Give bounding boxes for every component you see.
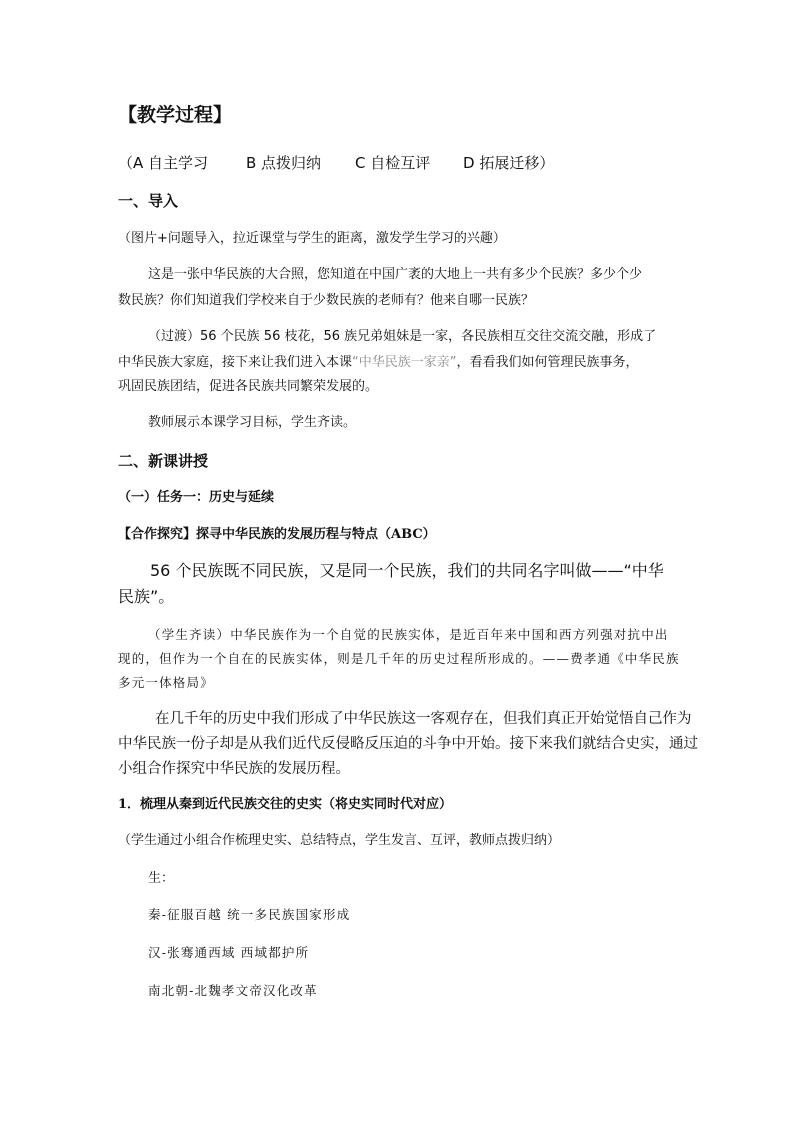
intro-paragraph-line-2: 数民族？你们知道我们学校来自于少数民族的老师有？他来自哪一民族？ bbox=[118, 293, 535, 308]
section-1-title: 一、导入 bbox=[118, 192, 179, 210]
item-1-title: 1．梳理从秦到近代民族交往的史实（将史实同时代对应） bbox=[118, 797, 453, 812]
history-paragraph-line-3: 小组合作探究中华民族的发展历程。 bbox=[118, 761, 350, 777]
fact-qin: 秦-征服百越 统一多民族国家形成 bbox=[148, 907, 351, 922]
task-1-title: （一）任务一：历史与延续 bbox=[118, 490, 275, 505]
nation-paragraph-line-1: 56 个民族既不同民族，又是同一个民族，我们的共同名字叫做——“中华 bbox=[150, 561, 664, 580]
mode-b: B 点拨归纳 bbox=[246, 154, 322, 172]
objectives-paragraph: 教师展示本课学习目标，学生齐读。 bbox=[148, 415, 357, 430]
mode-c: C 自检互评 bbox=[355, 154, 431, 172]
history-paragraph-line-2: 中华民族一份子却是从我们近代反侵略反压迫的斗争中开始。接下来我们就结合史实，通过 bbox=[118, 736, 698, 752]
history-paragraph-line-1: 在几千年的历史中我们形成了中华民族这一客观存在，但我们真正开始觉悟自己作为 bbox=[155, 711, 692, 727]
section-2-title: 二、新课讲授 bbox=[118, 452, 209, 470]
fact-han: 汉-张骞通西域 西域都护所 bbox=[148, 945, 310, 960]
section-1-note: （图片+问题导入，拉近课堂与学生的距离，激发学生学习的兴趣） bbox=[118, 231, 506, 246]
quote-line-2: 现的，但作为一个自在的民族实体，则是几千年的历史过程所形成的。——费孝通《中华民族 bbox=[118, 651, 680, 666]
student-label: 生： bbox=[148, 871, 175, 886]
transition-line-3: 巩固民族团结，促进各民族共同繁荣发展的。 bbox=[118, 379, 379, 394]
transition-line-2-b: ，看看我们如何管理民族事务， bbox=[456, 355, 639, 370]
cooperative-inquiry-title: 【合作探究】探寻中华民族的发展历程与特点（ABC） bbox=[118, 527, 436, 542]
fact-northern-southern: 南北朝-北魏孝文帝汉化改革 bbox=[148, 983, 318, 998]
nation-paragraph-line-2: 民族”。 bbox=[118, 587, 175, 606]
intro-paragraph-line-1: 这是一张中华民族的大合照，您知道在中国广袤的大地上一共有多少个民族？多少个少 bbox=[148, 267, 643, 282]
transition-line-2 bbox=[118, 352, 639, 374]
transition-line-1: （过渡）56 个民族 56 枝花，56 族兄弟姐妹是一家，各民族相互交往交流交融，形成了 bbox=[148, 329, 657, 344]
lesson-title-quote: “中华民族一家亲” bbox=[352, 355, 457, 370]
mode-a: （A 自主学习 bbox=[118, 154, 209, 172]
mode-d: D 拓展迁移） bbox=[463, 154, 555, 172]
page-title: 【教学过程】 bbox=[118, 104, 233, 126]
item-1-note: （学生通过小组合作梳理史实、总结特点，学生发言、互评，教师点拨归纳） bbox=[118, 833, 561, 848]
quote-line-1: （学生齐读）中华民族作为一个自觉的民族实体，是近百年来中国和西方列强对抗中出 bbox=[148, 627, 669, 642]
transition-line-2-a: 中华民族大家庭，接下来让我们进入本课 bbox=[118, 355, 353, 370]
quote-line-3: 多元一体格局》 bbox=[118, 675, 214, 690]
